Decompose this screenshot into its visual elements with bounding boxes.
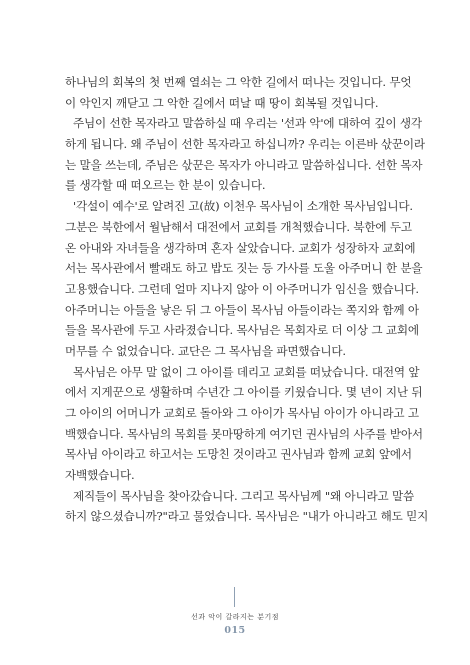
- text-line: 아주머니는 아들을 낳은 뒤 그 아들이 목사님 아들이라는 쪽지와 함께 아: [65, 302, 419, 317]
- text-line: '각설이 예수'로 알려진 고(故) 이천우 목사님이 소개한 목사님입니다.: [73, 199, 413, 214]
- text-line: 는 말을 쓰는데, 주님은 삯꾼은 목자가 아니라고 말씀하십니다. 선한 목자: [65, 157, 423, 172]
- text-line: 하지 않으셨습니까?"라고 물었습니다. 목사님은 "내가 아니라고 해도 믿지: [65, 509, 429, 524]
- text-line: 고용했습니다. 그런데 얼마 지나지 않아 이 아주머니가 임신을 했습니다.: [65, 281, 419, 296]
- text-line: 온 아내와 자녀들을 생각하며 혼자 살았습니다. 교회가 성장하자 교회에: [65, 240, 416, 255]
- text-line: 하나님의 회복의 첫 번째 열쇠는 그 악한 길에서 떠나는 것입니다. 무엇: [65, 75, 412, 89]
- text-line: 를 생각할 때 떠오르는 한 분이 있습니다.: [65, 178, 266, 193]
- running-footer-title: 선과 악이 갈라지는 분기점: [190, 613, 280, 621]
- text-line: 목사님 아이라고 하고서는 도망친 것이라고 권사님과 함께 교회 앞에서: [65, 447, 412, 462]
- text-line: 하게 됩니다. 왜 주님이 선한 목자라고 하십니까? 우리는 이른바 삯꾼이라: [65, 137, 425, 152]
- text-line: 그분은 북한에서 월남해서 대전에서 교회를 개척했습니다. 북한에 두고: [65, 219, 412, 234]
- text-line: 제직들이 목사님을 찾아갔습니다. 그리고 목사님께 "왜 아니라고 말씀: [73, 488, 415, 503]
- text-line: 백했습니다. 목사님의 목회를 못마땅하게 여기던 권사님의 사주를 받아서: [65, 426, 423, 441]
- text-line: 들을 목사관에 두고 사라졌습니다. 목사님은 목회자로 더 이상 그 교회에: [65, 323, 419, 338]
- text-line: 자백했습니다.: [65, 468, 135, 483]
- text-line: 주님이 선한 목자라고 말씀하실 때 우리는 '선과 악'에 대하여 깊이 생각: [73, 116, 422, 131]
- text-line: 에서 지게꾼으로 생활하며 수년간 그 아이를 키웠습니다. 몇 년이 지난 뒤: [65, 385, 423, 400]
- body-text: [65, 72, 429, 527]
- text-line: 이 악인지 깨닫고 그 악한 길에서 떠날 때 땅이 회복될 것입니다.: [65, 95, 379, 110]
- page-number: 015: [224, 625, 246, 636]
- text-line: 그 아이의 어머니가 교회로 돌아와 그 아이가 목사님 아이가 아니라고 고: [65, 406, 419, 420]
- text-line: 서는 목사관에서 빨래도 하고 밥도 짓는 등 가사를 도울 아주머니 한 분을: [65, 261, 423, 276]
- footer-divider: [234, 587, 235, 607]
- text-line: 머무를 수 없었습니다. 교단은 그 목사님을 파면했습니다.: [65, 343, 346, 358]
- text-line: 목사님은 아무 말 없이 그 아이를 데리고 교회를 떠났습니다. 대전역 앞: [73, 364, 420, 379]
